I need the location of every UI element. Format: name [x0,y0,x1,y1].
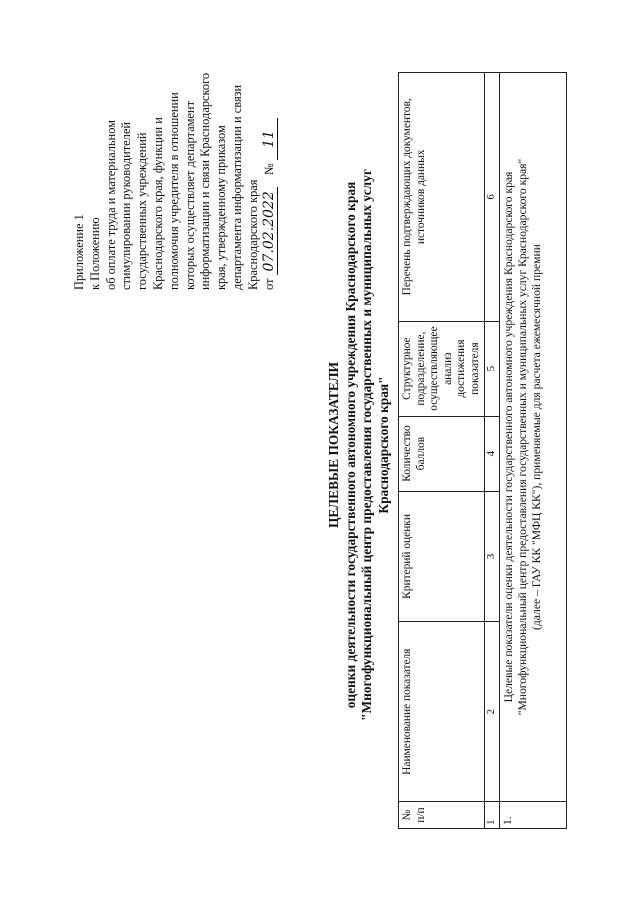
table-header-row [399,73,485,829]
column-number-cell: 5 [485,321,500,416]
section-description [499,73,566,802]
section-row [499,73,566,829]
section-line: "Многофункциональный центр предоставления государственных и муниципальных услуг Краснодарского края" [515,158,529,716]
column-number-cell: 3 [485,491,500,622]
appendix-block [72,30,278,290]
title-line: оценки деятельности государственного автономного учреждения Краснодарского края [342,181,358,709]
document-title [326,65,392,825]
date-prefix: от [261,278,276,290]
column-number-cell: 2 [485,622,500,802]
appendix-line: к Положению [87,217,102,290]
header-cell-documents: Перечень подтверждающих документов, источников данных [399,73,485,322]
number-prefix: № [261,163,276,175]
header-cell-name: Наименование показателя [399,622,485,802]
title-main: ЦЕЛЕВЫЕ ПОКАЗАТЕЛИ [326,362,341,528]
appendix-line: Краснодарского края, функции и [150,117,165,290]
column-number-cell: 6 [485,73,500,322]
appendix-line: стимулировании руководителей [119,122,134,290]
handwritten-number: 11 [262,118,279,160]
appendix-line: об оплате труда и материальном [103,120,118,290]
column-number-cell: 1 [485,802,500,829]
column-number-row [485,73,500,829]
indicators-table [398,72,567,829]
appendix-line: которых осуществляет департамент [182,101,197,290]
title-line: Краснодарского края" [375,376,391,514]
appendix-line: полномочия учредителя в отношении [166,92,181,290]
handwritten-date: 07.02.2022 [262,187,279,275]
header-cell-number: № п/п [399,802,485,829]
title-line: "Многофункциональный центр предоставления государственных и муниципальных услуг [359,169,374,721]
section-number: 1. [499,802,566,829]
section-line: (далее – ГАУ КК "МФЦ КК"), применяемые для расчета ежемесячной премии [529,244,543,630]
column-number-cell: 4 [485,416,500,491]
header-cell-points: Количество баллов [399,416,485,491]
section-line: Целевые показатели оценки деятельности государственного автономного учреждения Краснодарского края [501,171,515,703]
appendix-line: департамента информатизации и связи [229,84,244,290]
header-cell-criterion: Критерий оценки [399,491,485,622]
appendix-line: Краснодарского края [245,179,260,290]
appendix-line: государственных учреждений [135,132,150,290]
appendix-date-line [262,30,279,290]
appendix-line: Приложение 1 [72,214,86,290]
header-cell-department: Структурное подразделение, осуществляющее анализ достижения показателя [399,321,485,416]
appendix-line: края, утвержденному приказом [214,125,229,290]
appendix-line: информатизации и связи Краснодарского [198,72,213,290]
